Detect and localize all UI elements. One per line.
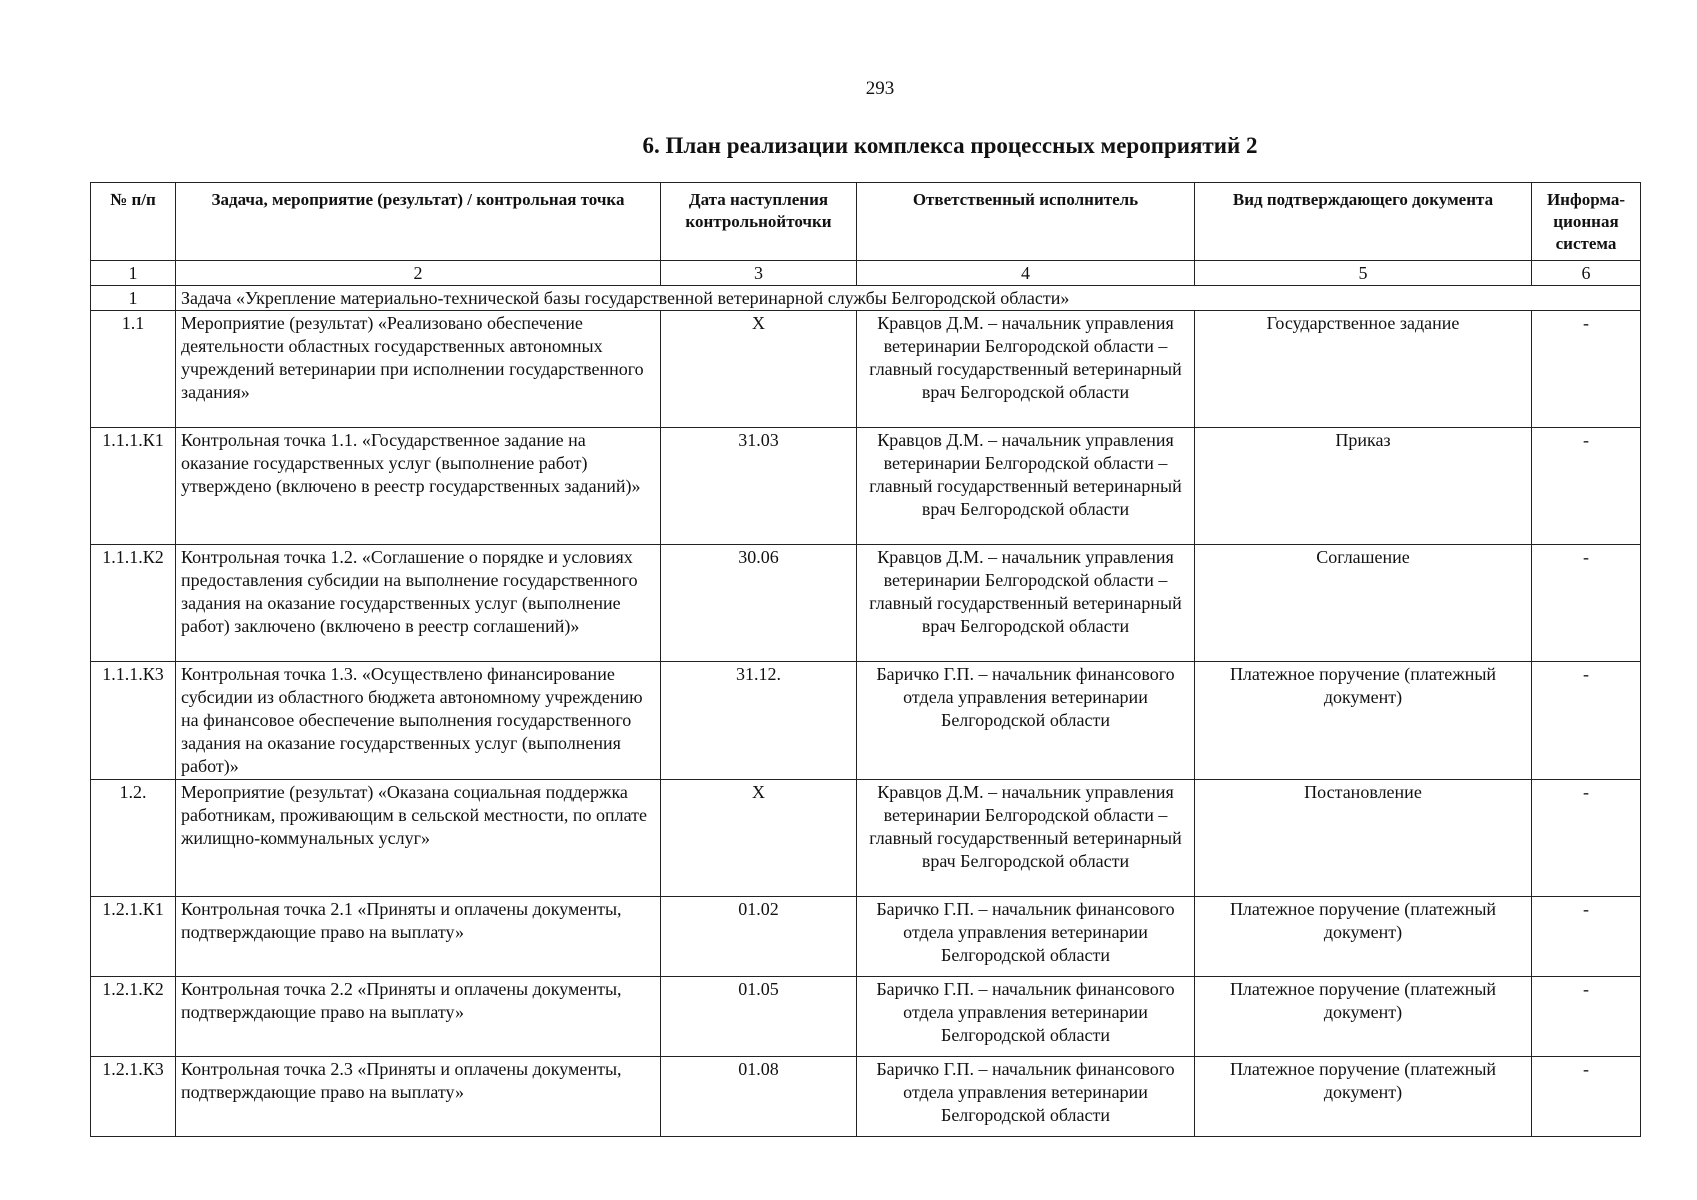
row-num: 1.2. xyxy=(91,780,176,897)
column-number-row xyxy=(91,261,1641,286)
row-document: Постановление xyxy=(1195,780,1532,897)
row-system: - xyxy=(1532,1057,1641,1137)
row-system: - xyxy=(1532,897,1641,977)
row-name: Контрольная точка 1.1. «Государственное задание на оказание государственных услуг (выполнение работ) утверждено (включено в реестр государственных заданий)» xyxy=(176,428,661,545)
row-num: 1.1 xyxy=(91,311,176,428)
row-document: Соглашение xyxy=(1195,545,1532,662)
plan-table xyxy=(90,182,1641,1137)
row-date: 31.03 xyxy=(661,428,857,545)
row-num: 1.2.1.К3 xyxy=(91,1057,176,1137)
row-responsible: Баричко Г.П. – начальник финансового отдела управления ветеринарии Белгородской области xyxy=(857,897,1195,977)
row-date: 30.06 xyxy=(661,545,857,662)
row-num: 1.2.1.К1 xyxy=(91,897,176,977)
header-responsible: Ответственный исполнитель xyxy=(857,183,1195,261)
table-row xyxy=(91,311,1641,428)
page-title: 6. План реализации комплекса процессных мероприятий 2 xyxy=(642,133,1258,158)
header-row xyxy=(91,183,1641,261)
column-number: 5 xyxy=(1195,261,1532,286)
column-number: 1 xyxy=(91,261,176,286)
column-number: 6 xyxy=(1532,261,1641,286)
row-system: - xyxy=(1532,977,1641,1057)
task-num: 1 xyxy=(91,286,176,311)
row-document: Приказ xyxy=(1195,428,1532,545)
header-document: Вид подтверждающего документа xyxy=(1195,183,1532,261)
table-row xyxy=(91,780,1641,897)
page-number: 293 xyxy=(865,78,895,99)
task-text: Задача «Укрепление материально-технической базы государственной ветеринарной службы Белгородской области» xyxy=(176,286,1641,311)
row-name: Контрольная точка 1.2. «Соглашение о порядке и условиях предоставления субсидии на выполнение государственного задания на оказание государственных услуг (выполнение работ) заключено (включено в реестр соглашений)» xyxy=(176,545,661,662)
row-document: Платежное поручение (платежный документ) xyxy=(1195,1057,1532,1137)
column-number: 4 xyxy=(857,261,1195,286)
row-date: Х xyxy=(661,780,857,897)
row-responsible: Баричко Г.П. – начальник финансового отдела управления ветеринарии Белгородской области xyxy=(857,662,1195,780)
row-responsible: Баричко Г.П. – начальник финансового отдела управления ветеринарии Белгородской области xyxy=(857,977,1195,1057)
row-document: Платежное поручение (платежный документ) xyxy=(1195,977,1532,1057)
header-date: Дата наступления контрольнойточки xyxy=(661,183,857,261)
row-name: Контрольная точка 2.2 «Приняты и оплачены документы, подтверждающие право на выплату» xyxy=(176,977,661,1057)
row-name: Контрольная точка 1.3. «Осуществлено финансирование субсидии из областного бюджета автономному учреждению на финансовое обеспечение выполнения государственного задания на оказание государственных услуг (выполнения работ)» xyxy=(176,662,661,780)
row-system: - xyxy=(1532,545,1641,662)
row-num: 1.1.1.К2 xyxy=(91,545,176,662)
row-date: 01.05 xyxy=(661,977,857,1057)
row-system: - xyxy=(1532,662,1641,780)
row-responsible: Кравцов Д.М. – начальник управления ветеринарии Белгородской области – главный государственный ветеринарный врач Белгородской области xyxy=(857,780,1195,897)
row-document: Платежное поручение (платежный документ) xyxy=(1195,662,1532,780)
row-date: 31.12. xyxy=(661,662,857,780)
table-row xyxy=(91,662,1641,780)
table-row xyxy=(91,977,1641,1057)
row-name: Контрольная точка 2.1 «Приняты и оплачены документы, подтверждающие право на выплату» xyxy=(176,897,661,977)
row-system: - xyxy=(1532,311,1641,428)
row-system: - xyxy=(1532,780,1641,897)
row-responsible: Баричко Г.П. – начальник финансового отдела управления ветеринарии Белгородской области xyxy=(857,1057,1195,1137)
task-row xyxy=(91,286,1641,311)
header-system: Информа-ционная система xyxy=(1532,183,1641,261)
row-num: 1.1.1.К1 xyxy=(91,428,176,545)
header-num: № п/п xyxy=(91,183,176,261)
table-row xyxy=(91,545,1641,662)
row-name: Мероприятие (результат) «Оказана социальная поддержка работникам, проживающим в сельской местности, по оплате жилищно-коммунальных услуг» xyxy=(176,780,661,897)
row-name: Контрольная точка 2.3 «Приняты и оплачены документы, подтверждающие право на выплату» xyxy=(176,1057,661,1137)
row-num: 1.1.1.К3 xyxy=(91,662,176,780)
row-responsible: Кравцов Д.М. – начальник управления ветеринарии Белгородской области – главный государственный ветеринарный врач Белгородской области xyxy=(857,428,1195,545)
row-responsible: Кравцов Д.М. – начальник управления ветеринарии Белгородской области – главный государственный ветеринарный врач Белгородской области xyxy=(857,311,1195,428)
row-date: 01.02 xyxy=(661,897,857,977)
column-number: 3 xyxy=(661,261,857,286)
row-date: Х xyxy=(661,311,857,428)
header-name: Задача, мероприятие (результат) / контрольная точка xyxy=(176,183,661,261)
row-document: Платежное поручение (платежный документ) xyxy=(1195,897,1532,977)
row-document: Государственное задание xyxy=(1195,311,1532,428)
row-date: 01.08 xyxy=(661,1057,857,1137)
row-num: 1.2.1.К2 xyxy=(91,977,176,1057)
row-responsible: Кравцов Д.М. – начальник управления ветеринарии Белгородской области – главный государственный ветеринарный врач Белгородской области xyxy=(857,545,1195,662)
table-row xyxy=(91,428,1641,545)
row-system: - xyxy=(1532,428,1641,545)
table-row xyxy=(91,897,1641,977)
row-name: Мероприятие (результат) «Реализовано обеспечение деятельности областных государственных автономных учреждений ветеринарии при исполнении государственного задания» xyxy=(176,311,661,428)
column-number: 2 xyxy=(176,261,661,286)
table-row xyxy=(91,1057,1641,1137)
